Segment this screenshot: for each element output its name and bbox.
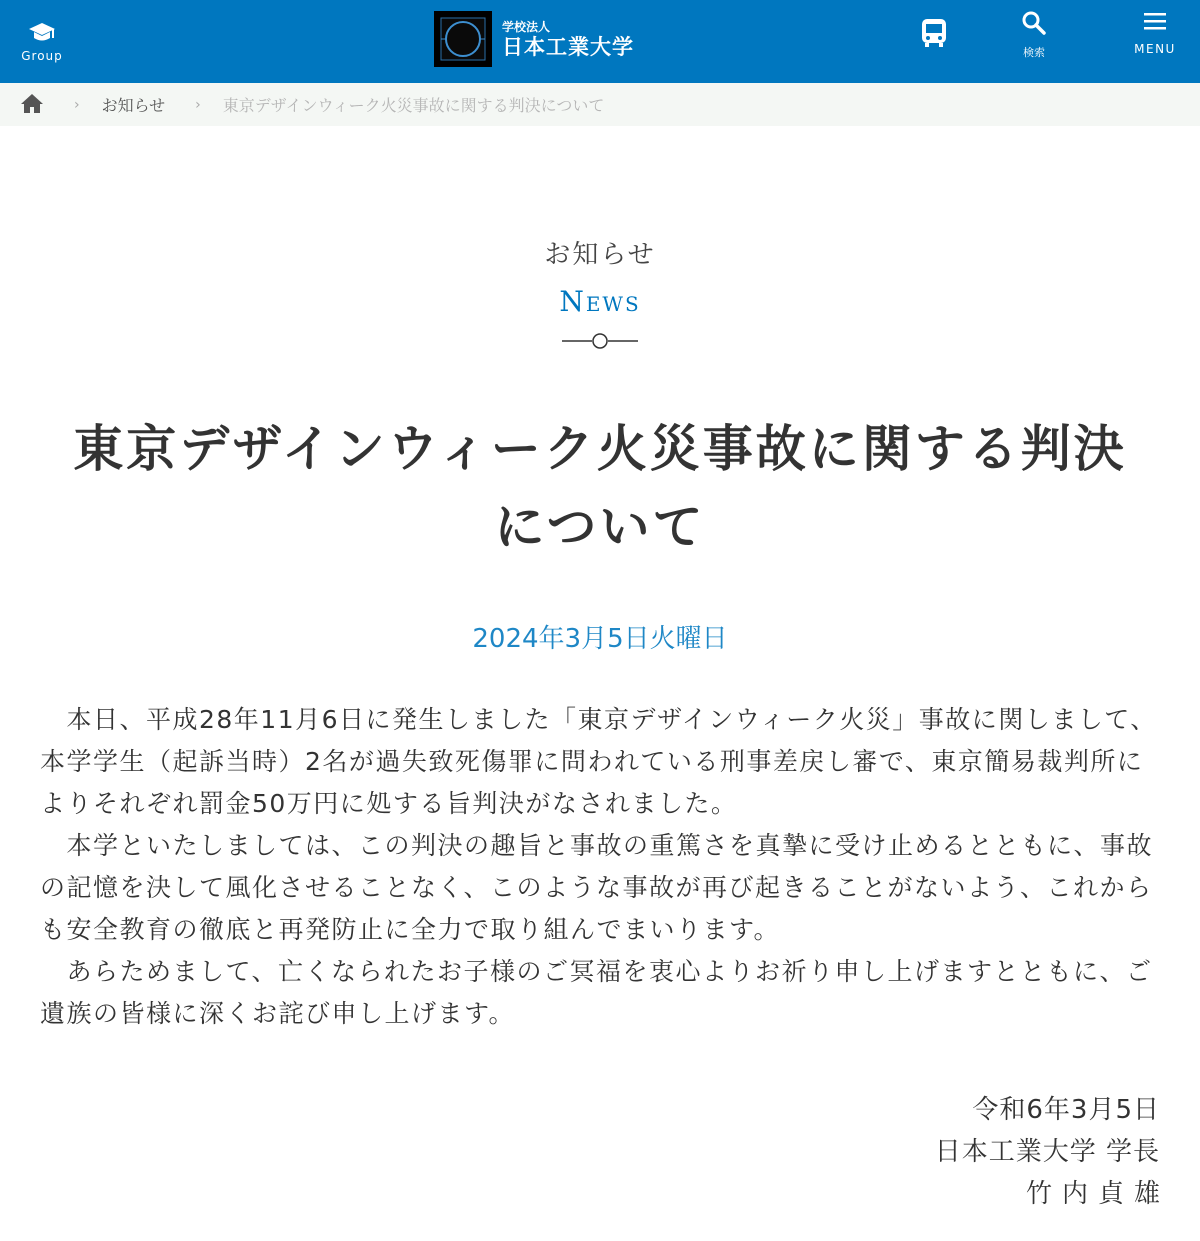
article-title xyxy=(40,410,1160,566)
article-paragraph: 本学といたしましては、この判決の趣旨と事故の重篤さを真摯に受け止めるとともに、事故の記憶を決して風化させることなく、このような事故が再び起きることがないよう、これからも安全教育の徹底と再発防止に全力で取り組んでまいります。 xyxy=(40,831,1154,944)
breadcrumb-separator: › xyxy=(195,96,201,113)
home-icon xyxy=(20,92,44,114)
signature-date: 令和6年3月5日 xyxy=(972,1095,1160,1125)
group-button[interactable] xyxy=(0,0,84,83)
article-title-line2: について xyxy=(494,498,706,556)
breadcrumb-news-link[interactable]: お知らせ xyxy=(101,96,166,115)
search-icon xyxy=(1021,10,1047,36)
group-label: Group xyxy=(21,48,63,63)
site-logo[interactable] xyxy=(434,10,634,68)
site-header xyxy=(0,0,1200,83)
breadcrumb-current: 東京デザインウィーク火災事故に関する判決について xyxy=(222,96,605,115)
article xyxy=(0,410,1200,1215)
signature-title: 日本工業大学 学長 xyxy=(934,1137,1160,1167)
article-title-line1: 東京デザインウィーク火災事故に関する判決 xyxy=(73,420,1127,478)
logo-title: 日本工業大学 xyxy=(502,34,634,59)
signature xyxy=(40,1089,1170,1215)
logo-subtitle: 学校法人 xyxy=(502,19,551,34)
search-button[interactable] xyxy=(1010,10,1058,70)
access-button[interactable] xyxy=(918,16,952,50)
search-label: 検索 xyxy=(1023,46,1045,59)
graduation-cap-icon xyxy=(28,21,56,45)
section-title-ja: お知らせ xyxy=(544,240,656,270)
menu-label: MENU xyxy=(1134,42,1176,56)
section-title-en: News xyxy=(559,285,641,318)
article-paragraph: 本日、平成28年11月6日に発生しました「東京デザインウィーク火災」事故に関しまして、本学学生（起訴当時）2名が過失致死傷罪に問われている刑事差戻し審で、東京簡易裁判所によりそれぞれ罰金50万円に処する旨判決がなされました。 xyxy=(40,705,1157,818)
heading-ornament xyxy=(0,332,1200,350)
breadcrumb-separator: › xyxy=(74,96,80,113)
breadcrumb xyxy=(0,83,1200,126)
article-body xyxy=(40,699,1160,1035)
article-date: 2024年3月5日火曜日 xyxy=(472,624,728,654)
hamburger-icon xyxy=(1142,10,1168,32)
menu-button[interactable] xyxy=(1128,10,1182,70)
bus-icon xyxy=(918,16,950,50)
article-paragraph: あらためまして、亡くなられたお子様のご冥福を衷心よりお祈り申し上げますとともに、ご遺族の皆様に深くお詫び申し上げます。 xyxy=(40,957,1153,1028)
logo-mark xyxy=(434,11,492,67)
signature-name: 竹内貞雄 xyxy=(1025,1179,1170,1209)
breadcrumb-home[interactable] xyxy=(20,92,44,118)
section-heading xyxy=(0,234,1200,350)
